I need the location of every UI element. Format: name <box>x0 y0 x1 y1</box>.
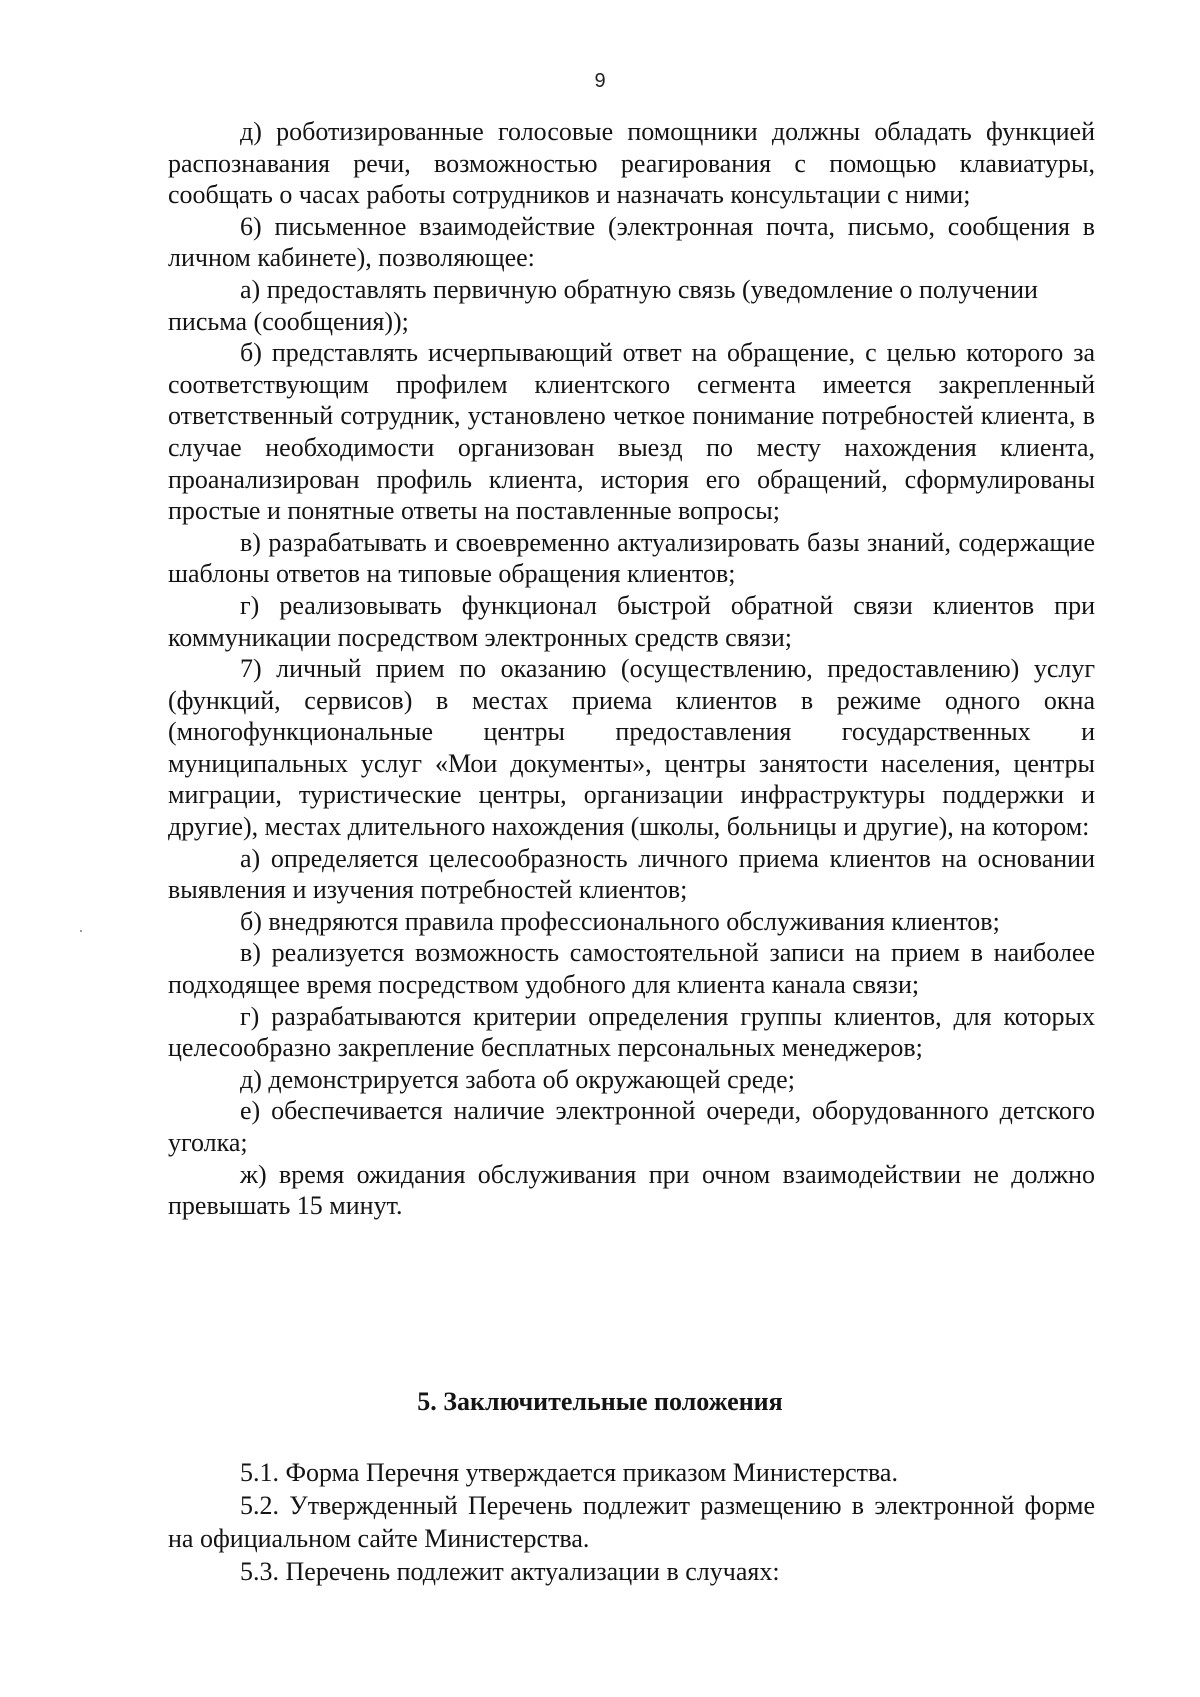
paragraph-item-d-voice-assistants: д) роботизированные голосовые помощники должны обладать функцией распознавания речи, возможностью реагирования с помощью клавиатуры, сообщать о часах работы сотрудников и назначать консультации с ними; <box>168 117 1095 210</box>
paragraph-item-v-knowledge-base: в) разрабатывать и своевременно актуализировать базы знаний, содержащие шаблоны ответов на типовые обращения клиентов; <box>168 527 1095 589</box>
body-text <box>168 116 1095 1222</box>
paragraph-item-zh-waiting-time: ж) время ожидания обслуживания при очном взаимодействии не должно превышать 15 минут. <box>168 1159 1095 1221</box>
section-heading: 5. Заключительные положения <box>417 1387 783 1416</box>
final-provisions <box>168 1456 1095 1588</box>
paragraph-item-v-self-booking: в) реализуется возможность самостоятельной записи на прием в наиболее подходящее время посредством удобного для клиента канала связи; <box>168 938 1095 1000</box>
paragraph-written-interaction: 6) письменное взаимодействие (электронная почта, письмо, сообщения в личном кабинете), позволяющее: <box>168 211 1095 273</box>
paragraph-item-d-environment: д) демонстрируется забота об окружающей среде; <box>240 1064 795 1094</box>
paragraph-5-3: 5.3. Перечень подлежит актуализации в случаях: <box>240 1557 780 1586</box>
paragraph-5-1: 5.1. Форма Перечня утверждается приказом Министерства. <box>240 1458 898 1487</box>
page-number: 9 <box>594 70 606 92</box>
scan-dot <box>80 930 82 932</box>
paragraph-item-g-client-groups: г) разрабатываются критерии определения группы клиентов, для которых целесообразно закрепление бесплатных персональных менеджеров; <box>168 1001 1095 1063</box>
paragraph-5-2: 5.2. Утвержденный Перечень подлежит размещению в электронной форме на официальном сайте Министерства. <box>168 1491 1095 1553</box>
paragraph-item-b-full-answer: б) представлять исчерпывающий ответ на обращение, с целью которого за соответствующим профилем клиентского сегмента имеется закрепленный ответственный сотрудник, установлено четкое понимание потребностей клиента, в случае необходимости организован выезд по месту нахождения клиента, проанализирован профиль клиента, история его обращений, сформулированы простые и понятные ответы на поставленные вопросы; <box>168 338 1095 526</box>
paragraph-item-e-queue: е) обеспечивается наличие электронной очереди, оборудованного детского уголка; <box>168 1096 1095 1157</box>
paragraph-personal-reception: 7) личный прием по оказанию (осуществлению, предоставлению) услуг (функций, сервисов) в местах приема клиентов в режиме одного окна (многофункциональные центры предоставления государственных и муниципальных услуг «Мои документы», центры занятости населения, центры миграции, туристические центры, организации инфраструктуры поддержки и другие), местах длительного нахождения (школы, больницы и другие), на котором: <box>168 654 1095 842</box>
paragraph-item-a-reception-feasibility: а) определяется целесообразность личного приема клиентов на основании выявления и изучения потребностей клиентов; <box>168 843 1095 905</box>
paragraph-item-g-quick-feedback: г) реализовывать функционал быстрой обратной связи клиентов при коммуникации посредством электронных средств связи; <box>168 590 1095 652</box>
paragraph-item-a-feedback: а) предоставлять первичную обратную связь (уведомление о получении <box>240 274 1038 304</box>
paragraph-item-a-continuation: письма (сообщения)); <box>168 306 409 336</box>
paragraph-item-b-service-rules: б) внедряются правила профессионального обслуживания клиентов; <box>240 906 1000 936</box>
